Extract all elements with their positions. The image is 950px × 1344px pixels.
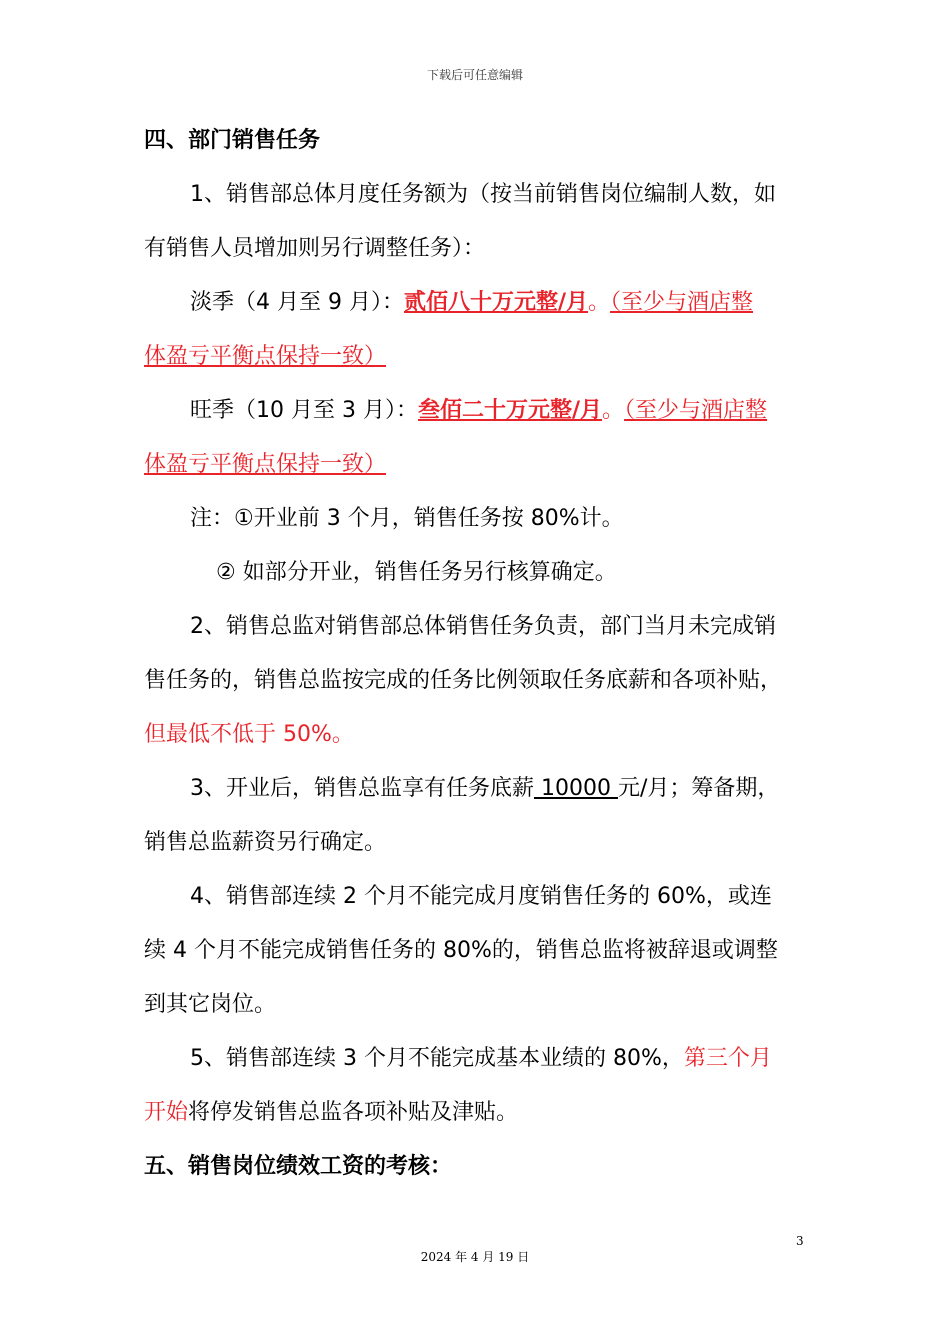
page-number: 3 <box>796 1234 804 1248</box>
low-season-amount: 贰佰八十万元整/月 <box>403 290 589 315</box>
section-5-title: 五、销售岗位绩效工资的考核： <box>144 1154 453 1179</box>
p3-amount: 10000 <box>534 776 618 801</box>
p4-line2: 续 4 个月不能完成销售任务的 80%的，销售总监将被辞退或调整 <box>144 938 778 963</box>
note-2: ② 如部分开业，销售任务另行核算确定。 <box>216 560 617 585</box>
p1-line2: 有销售人员增加则另行调整任务）： <box>144 236 486 261</box>
low-season-label: 淡季（4 月至 9 月）： <box>190 290 404 315</box>
low-season-sep: 。 <box>588 290 611 315</box>
p1-line1: 1、销售部总体月度任务额为（按当前销售岗位编制人数，如 <box>190 182 776 207</box>
high-season-line <box>144 384 808 438</box>
p5-red-b: 开始 <box>144 1100 189 1125</box>
low-season-note-b: 体盈亏平衡点保持一致） <box>144 344 387 369</box>
section-4-title: 四、部门销售任务 <box>144 128 321 153</box>
p5-line2 <box>144 1086 808 1140</box>
high-season-label: 旺季（10 月至 3 月）： <box>190 398 418 423</box>
document-body <box>144 114 808 1194</box>
p2-line1: 2、销售总监对销售部总体销售任务负责，部门当月未完成销 <box>190 614 776 639</box>
page-header: 下载后可任意编辑 <box>426 68 523 82</box>
high-season-amount: 叁佰二十万元整/月 <box>417 398 603 423</box>
high-season-note-line <box>144 438 808 492</box>
high-season-note-b: 体盈亏平衡点保持一致） <box>144 452 387 477</box>
low-season-note-line <box>144 330 808 384</box>
note-1: 注：①开业前 3 个月，销售任务按 80%计。 <box>190 506 624 531</box>
p5-post: 将停发销售总监各项补贴及津贴。 <box>188 1100 519 1125</box>
p2-line2: 售任务的，销售总监按完成的任务比例领取任务底薪和各项补贴， <box>144 668 783 693</box>
p3-line1 <box>144 762 808 816</box>
p3-line2: 销售总监薪资另行确定。 <box>144 830 387 855</box>
p4-line3: 到其它岗位。 <box>144 992 277 1017</box>
p5-line1 <box>144 1032 808 1086</box>
p5-red-a: 第三个月 <box>683 1046 772 1071</box>
high-season-sep: 。 <box>602 398 625 423</box>
p3-pre: 3、开业后，销售总监享有任务底薪 <box>190 776 534 801</box>
high-season-note-a: （至少与酒店整 <box>624 398 768 423</box>
page-footer-date: 2024 年 4 月 19 日 <box>420 1250 530 1264</box>
p3-post: 元/月；筹备期， <box>617 776 780 801</box>
p2-line3: 但最低不低于 50%。 <box>144 722 354 747</box>
p5-pre: 5、销售部连续 3 个月不能完成基本业绩的 80%， <box>190 1046 684 1071</box>
low-season-line <box>144 276 808 330</box>
p4-line1: 4、销售部连续 2 个月不能完成月度销售任务的 60%，或连 <box>190 884 772 909</box>
low-season-note-a: （至少与酒店整 <box>610 290 754 315</box>
